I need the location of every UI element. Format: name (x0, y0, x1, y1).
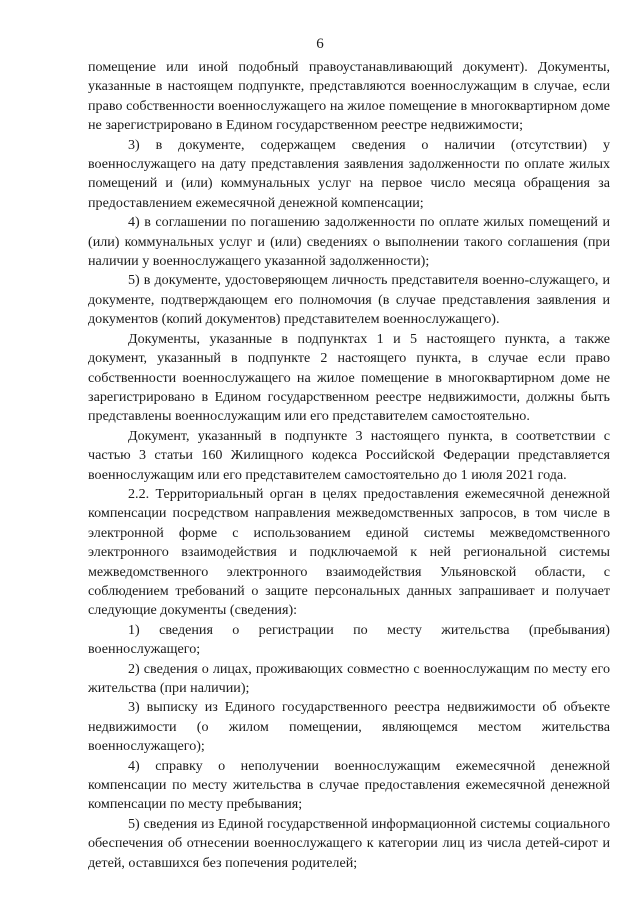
paragraph: Документы, указанные в подпунктах 1 и 5 настоящего пункта, а также документ, указанный в подпункте 2 настоящего пункта, в случае если право собственности военнослужащего на жилое помещение в многоквартирном доме не зарегистрировано в Едином государственном реестре недвижимости, должны быть представлены военнослужащим или его представителем самостоятельно. (88, 330, 610, 425)
paragraph: 5) сведения из Единой государственной информационной системы социального обеспечения об отнесении военнослужащего к категории лиц из числа детей-сирот и детей, оставшихся без попечения родителей; (88, 815, 610, 871)
document-body (88, 58, 610, 873)
paragraph: Документ, указанный в подпункте 3 настоящего пункта, в соответствии с частью 3 статьи 160 Жилищного кодекса Российской Федерации представляется военнослужащим или его представителем самостоятельно до 1 июля 2021 года. (88, 427, 610, 483)
paragraph: 1) сведения о регистрации по месту жительства (пребывания) военнослужащего; (88, 621, 610, 658)
paragraph: 2) сведения о лицах, проживающих совместно с военнослужащим по месту его жительства (при наличии); (88, 660, 610, 696)
page-number: 6 (316, 36, 324, 52)
paragraph: 2.2. Территориальный орган в целях предоставления ежемесячной денежной компенсации посредством направления межведомственных запросов, в том числе в электронной форме с использованием единой системы межведомственного электронного взаимодействия и подключаемой к ней региональной системы межведомственного электронного взаимодействия Ульяновской области, с соблюдением требований о защите персональных данных запрашивает и получает следующие документы (сведения): (88, 485, 610, 619)
paragraph: 5) в документе, удостоверяющем личность представителя военно-служащего, и документе, подтверждающем его полномочия (в случае представления заявления и документов (копий документов) представителем военнослужащего). (88, 272, 610, 328)
paragraph: 4) справку о неполучении военнослужащим ежемесячной денежной компенсации по месту жительства в случае предоставления ежемесячной денежной компенсации по месту пребывания; (88, 757, 610, 813)
paragraph: 4) в соглашении по погашению задолженности по оплате жилых помещений и (или) коммунальных услуг и (или) сведениях о выполнении такого соглашения (при наличии у военнослужащего указанной задолженности); (88, 214, 610, 270)
paragraph: 3) выписку из Единого государственного реестра недвижимости об объекте недвижимости (о жилом помещении, являющемся местом жительства военнослужащего); (88, 699, 610, 755)
paragraph: 3) в документе, содержащем сведения о наличии (отсутствии) у военнослужащего на дату представления заявления задолженности по оплате жилых помещений и (или) коммунальных услуг на первое число месяца обращения за предоставлением ежемесячной денежной компенсации; (88, 136, 610, 211)
paragraph: помещение или иной подобный правоустанавливающий документ). Документы, указанные в настоящем подпункте, представляются военнослужащим в случае, если право собственности военнослужащего на жилое помещение в многоквартирном доме не зарегистрировано в Едином государственном реестре недвижимости; (88, 59, 610, 134)
